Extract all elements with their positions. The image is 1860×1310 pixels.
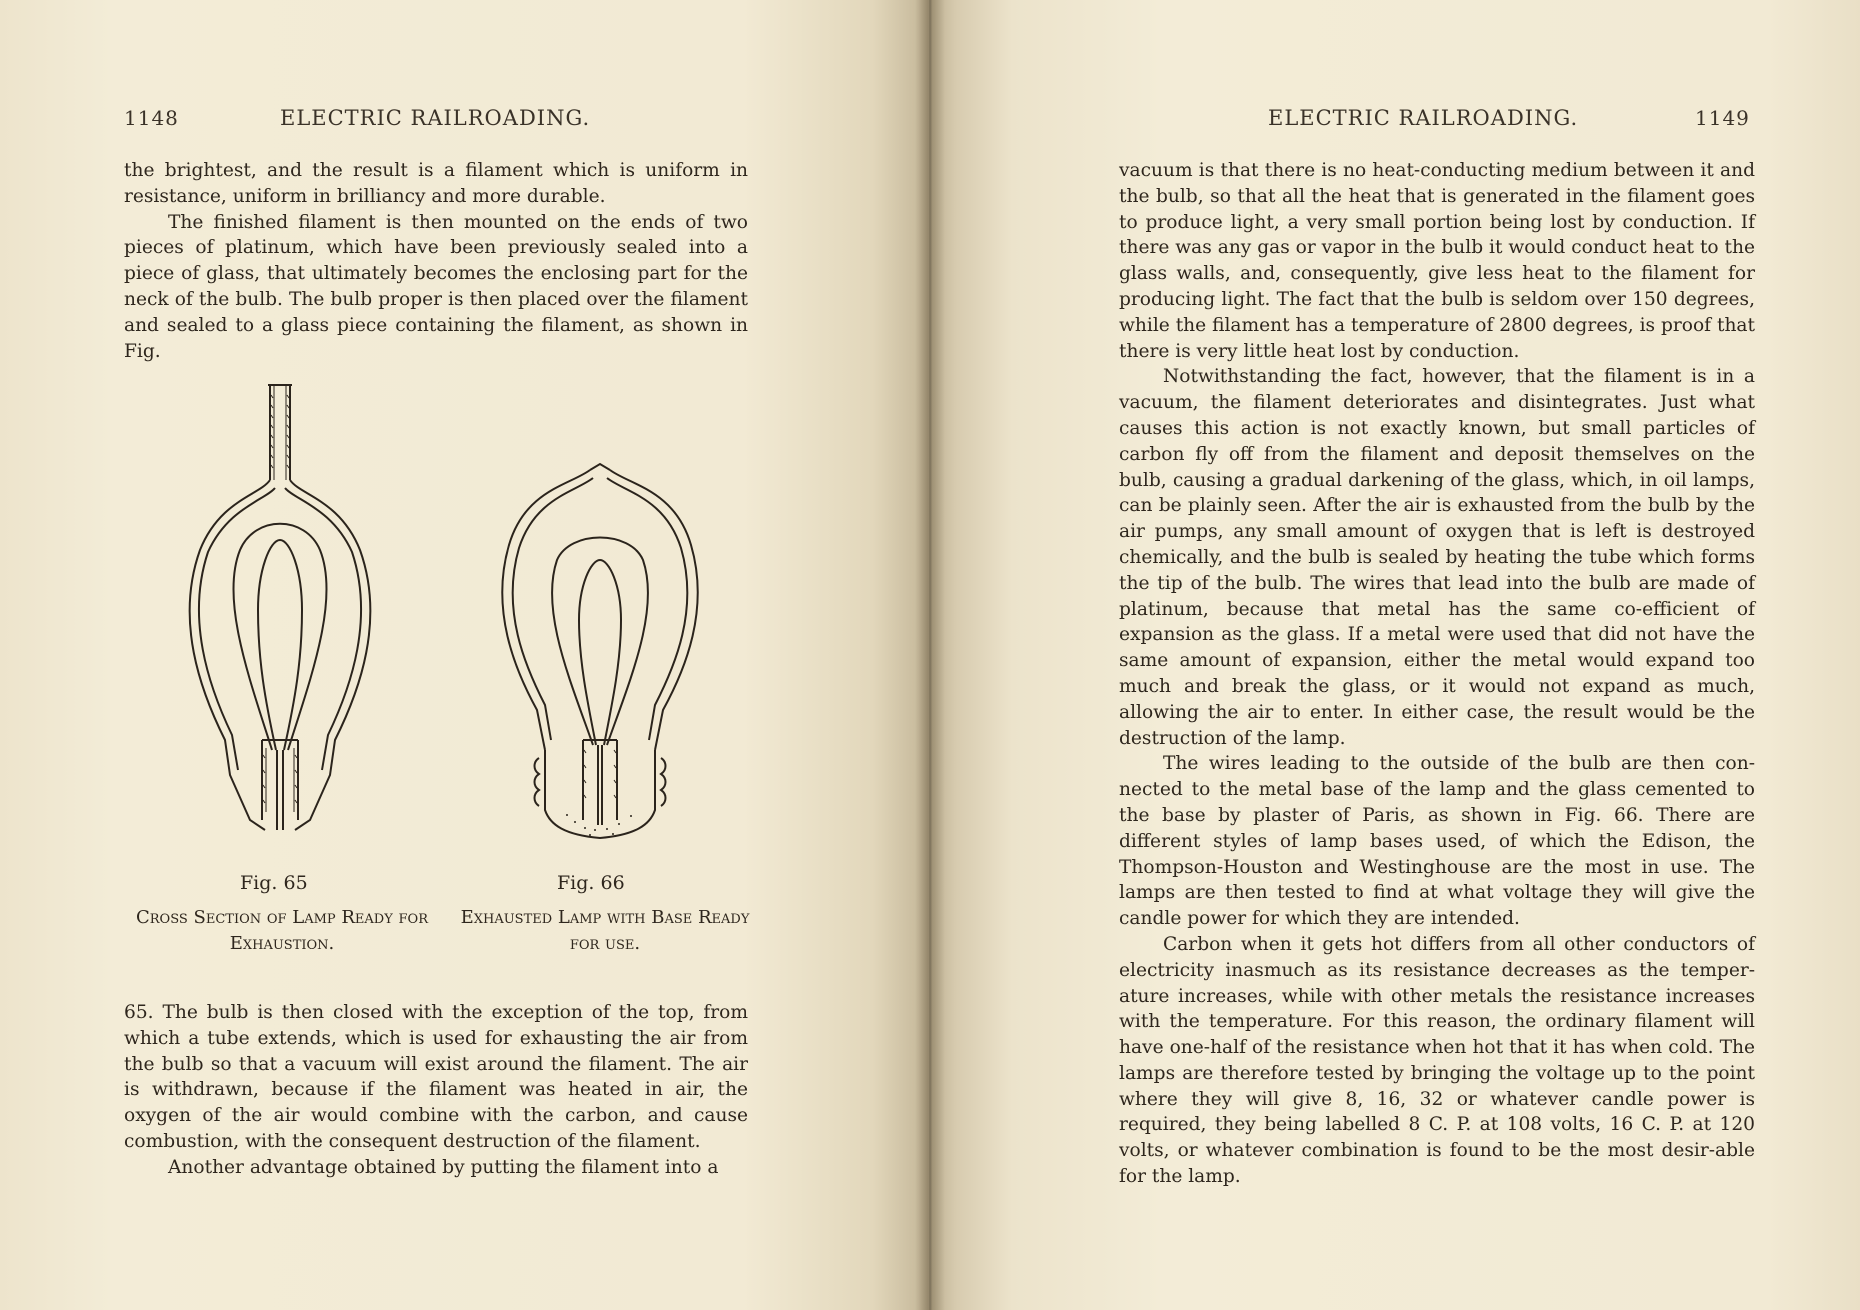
fig-65-number: Fig. 65 [240,872,308,894]
right-running-head: ELECTRIC RAILROADING. [1268,106,1579,130]
paragraph: Notwithstanding the fact, however, that the filament is in a vacuum, the filament deteriorates and disintegrates. Just what causes this action is not exactly known, but small particles of carbon fly off from the filament and deposit themselves on the bulb, causing a gradual darkening of the glass, which, in oil lamps, can be plainly seen. After the air is exhausted from the bulb by the air pumps, any small amount of oxygen that is left is destroyed chemically, and the bulb is sealed by heating the tube which forms the tip of the bulb. The wires that lead into the bulb are made of platinum, because that metal has the same co-efficient of expansion as the glass. If a metal were used that did not have the same amount of expansion, either the metal would expand too much and break the glass, or it would not expand as much, allowing the air to enter. In either case, the result would be the destruction of the lamp. [1119,366,1755,749]
paragraph: Another advantage obtained by putting the filament into a [168,1156,719,1178]
fig-65-caption: Cross Section of Lamp Ready for Exhaustion. [136,907,428,954]
paragraph: The wires leading to the outside of the bulb are then con-nected to the metal base of the lamp and the glass cemented to the base by plaster of Paris, as shown in Fig. 66. There are different styles of lamp bases used, of which the Edison, the Thompson-Houston and Westinghouse are the most in use. The lamps are then tested to find at what voltage they will give the candle power for which they are intended. [1119,753,1755,930]
fig-66-illustration [495,460,705,860]
left-bottom-text [124,1000,748,1181]
fig-66-caption: Exhausted Lamp with Base Ready for use. [460,907,750,954]
paragraph: Carbon when it gets hot differs from all other conductors of electricity inasmuch as its resistance decreases as the temper-ature increases, while with other metals the resistance increases with the temperature. For this reason, the ordinary filament will have one-half of the resistance when hot that it has when cold. The lamps are therefore tested by bringing the voltage up to the point where they will give 8, 16, 32 or whatever candle power is required, they being labelled 8 C. P. at 108 volts, 16 C. P. at 120 volts, or whatever combination is found to be the most desir-able for the lamp. [1119,933,1755,1188]
paragraph: The finished filament is then mounted on the ends of two pieces of platinum, which have been previously sealed into a piece of glass, that ultimately becomes the enclosing part for the neck of the bulb. The bulb proper is then placed over the filament and sealed to a glass piece containing the filament, as shown in Fig. [124,211,748,362]
right-page-number: 1149 [1695,106,1750,130]
fig-65-illustration [180,380,420,860]
right-page [928,0,1860,1310]
left-top-text [124,158,748,364]
book-gutter [915,0,945,1310]
left-page [0,0,928,1310]
paragraph: 65. The bulb is then closed with the exception of the top, from which a tube extends, which is used for exhausting the air from the bulb so that a vacuum will exist around the filament. The air is withdrawn, because if the filament was heated in air, the oxygen of the air would combine with the carbon, and cause combustion, with the consequent destruction of the filament. [124,1002,748,1152]
paragraph: vacuum is that there is no heat-conducting medium between it and the bulb, so that all the heat that is generated in the filament goes to produce light, a very small portion being lost by conduction. If there was any gas or vapor in the bulb it would conduct heat to the glass walls, and, consequently, give less heat to the filament for producing light. The fact that the bulb is seldom over 150 degrees, while the filament has a temperature of 2800 degrees, is proof that there is very little heat lost by conduction. [1119,160,1755,362]
left-running-head: ELECTRIC RAILROADING. [280,106,591,130]
paragraph: the brightest, and the result is a filament which is uniform in resistance, uniform in brilliancy and more durable. [124,160,748,207]
fig-66-number: Fig. 66 [557,872,625,894]
right-body-text [1119,158,1755,1190]
left-page-number: 1148 [124,106,179,130]
